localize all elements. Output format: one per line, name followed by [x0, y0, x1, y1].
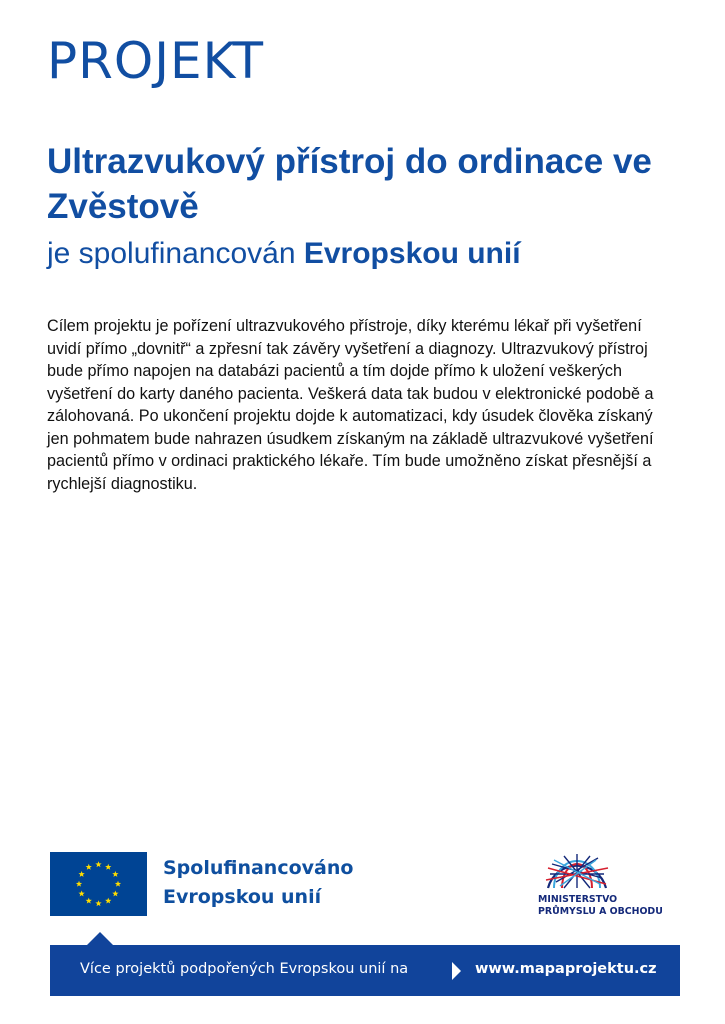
eu-star [105, 898, 111, 904]
eu-flag-icon [50, 852, 147, 916]
project-description: Cílem projektu je pořízení ultrazvukového přístroje, díky kterému lékař při vyšetření uvidí přímo „dovnitř“ a zpřesní tak závěry vyšetření a diagnozy. Ultrazvukový přístroj bude přímo napojen na databázi pacientů a tím dojde přímo k uložení veškerých vyšetření do karty daného pacienta. Veškerá data tak budou v elektronické podobě a zálohovaná. Po ukončení projektu dojde k automatizaci, kdy úsudek člověka získaný jen pohmatem bude nahrazen úsudkem získaným na základě ultrazvukové vyšetření pacientů přímo v ordinaci praktického lékaře. Tím bude umožněno získat přesnější a rychlejší diagnostiku. [47, 317, 654, 493]
eu-star [78, 871, 84, 877]
eu-star [86, 864, 92, 870]
mpo-globe-icon [542, 848, 612, 892]
footer-url-link[interactable]: www.mapaprojektu.cz [475, 961, 657, 977]
eu-star [105, 864, 111, 870]
eu-star [95, 861, 101, 867]
subtitle-emphasis: Evropskou unií [303, 237, 521, 270]
footer-notch [86, 932, 114, 946]
footer-banner [50, 945, 680, 996]
eu-star [112, 890, 118, 896]
eu-logo-text [163, 854, 403, 912]
subtitle-prefix: je spolufinancován [47, 237, 296, 270]
eu-star [115, 881, 121, 887]
eu-star [86, 898, 92, 904]
page-subtitle [47, 234, 687, 274]
footer-label: Více projektů podpořených Evropskou unií na [80, 961, 409, 977]
eu-logo-line2: Evropskou unií [163, 886, 322, 908]
play-arrow-icon [452, 962, 461, 980]
ministry-logo-line2: PRŮMYSLU A OBCHODU [538, 905, 663, 917]
eu-star [78, 890, 84, 896]
eu-star [112, 871, 118, 877]
ministry-logo [538, 848, 688, 923]
ministry-logo-line1: MINISTERSTVO [538, 894, 618, 905]
eu-star [76, 881, 82, 887]
ministry-logo-text [538, 894, 663, 917]
eu-logo-line1: Spolufinancováno [163, 857, 354, 879]
page-title: Ultrazvukový přístroj do ordinace ve Zvěstově [47, 142, 652, 226]
eu-stars-circle [50, 852, 147, 916]
eu-star [95, 900, 101, 906]
project-kicker: PROJEKT [47, 32, 265, 90]
